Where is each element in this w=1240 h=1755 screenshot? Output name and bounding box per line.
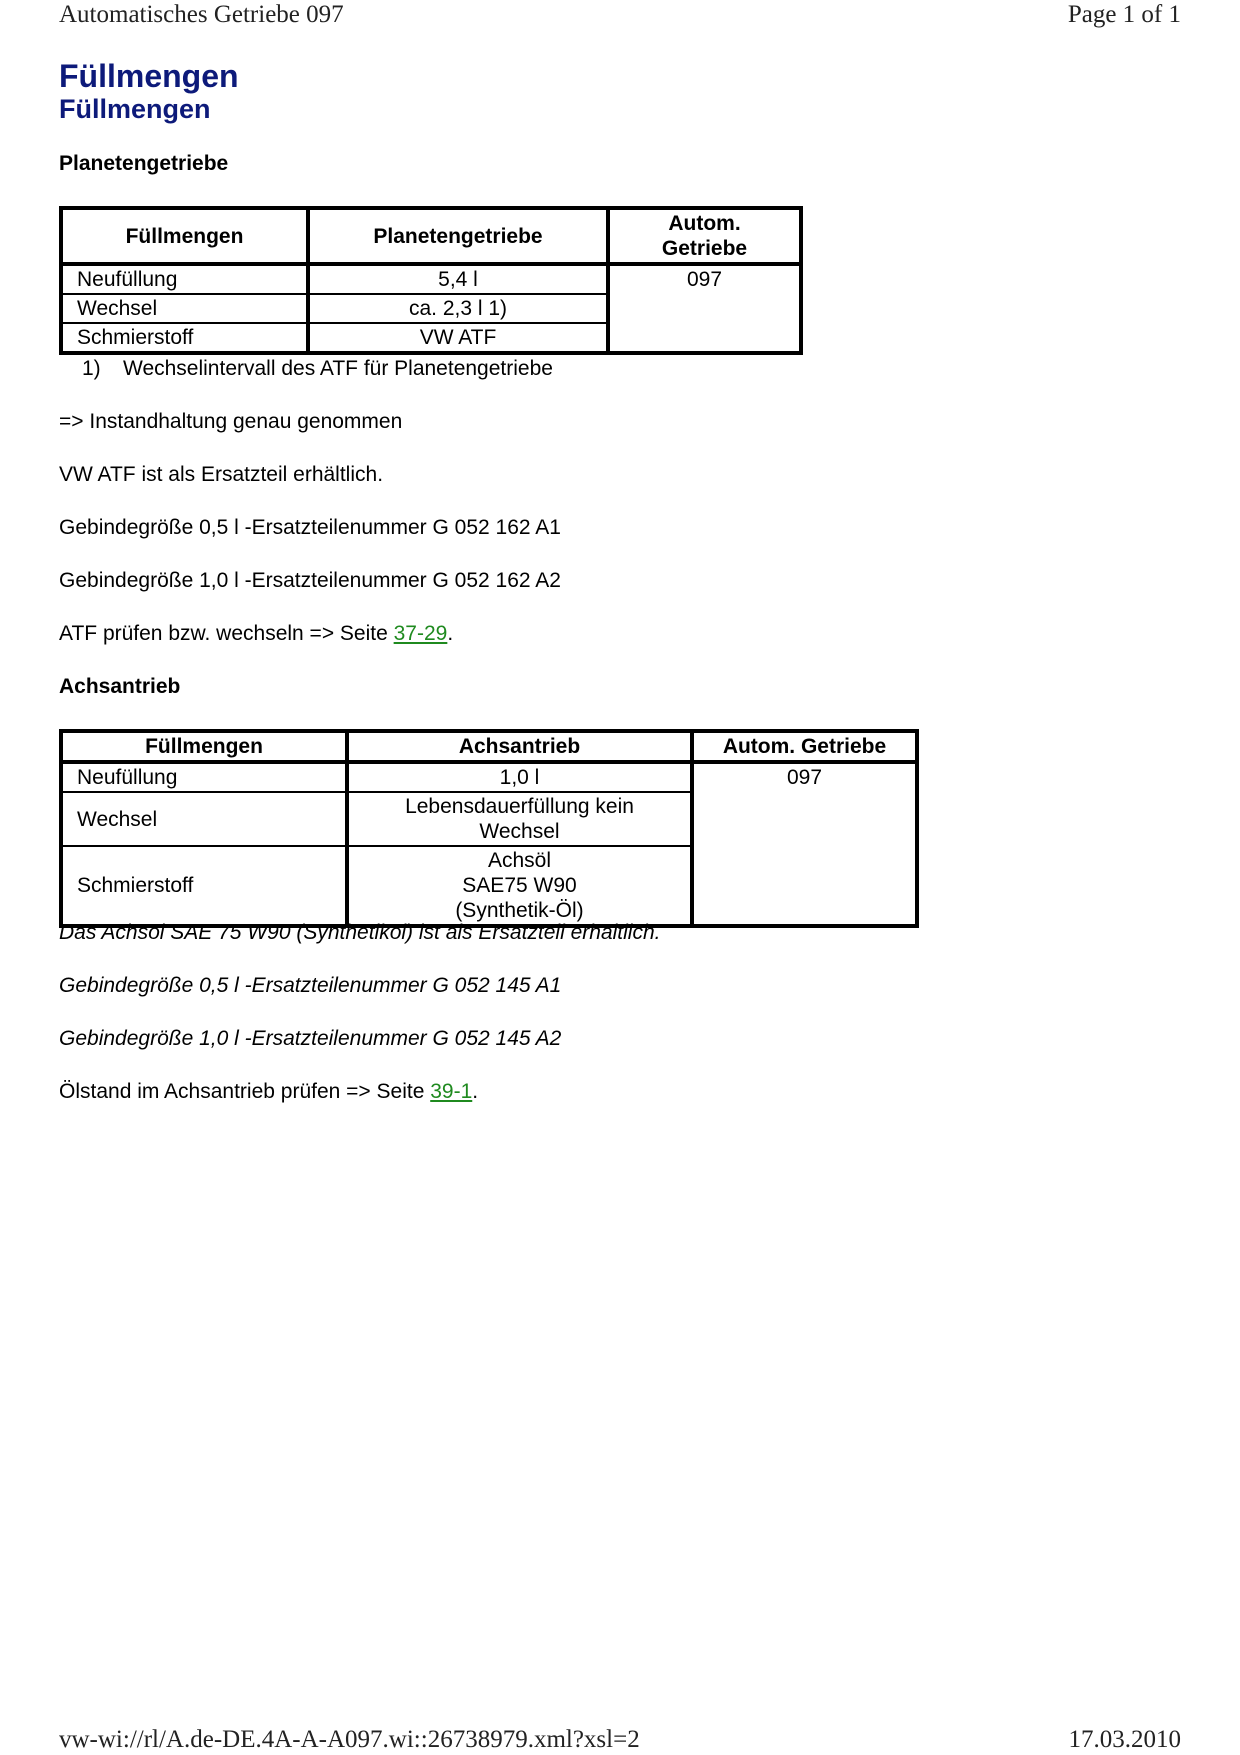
table-cell-value: VW ATF [307, 323, 607, 352]
section-heading-achsantrieb: Achsantrieb [59, 675, 181, 698]
planetengetriebe-table [59, 206, 803, 355]
page-link-37-29[interactable]: 37-29 [393, 622, 448, 645]
table-row [62, 265, 800, 294]
header-title: Automatisches Getriebe 097 [59, 1, 344, 28]
table-cell-getriebe: 097 [691, 763, 916, 925]
page-link-39-1[interactable]: 39-1 [430, 1080, 473, 1103]
table-header-cell: Planetengetriebe [307, 209, 607, 265]
section-heading-planetengetriebe: Planetengetriebe [59, 152, 229, 175]
table-header-cell: Füllmengen [62, 209, 307, 265]
paragraph: Das Achsöl SAE 75 W90 (Synthetiköl) ist als Ersatzteil erhältlich. [59, 921, 661, 944]
footnote-number: 1) [82, 357, 101, 380]
paragraph: Gebindegröße 0,5 l -Ersatzteilenummer G 052 145 A1 [59, 974, 562, 997]
table-cell-value: Lebensdauerfüllung kein Wechsel [346, 792, 691, 846]
paragraph-text: Ölstand im Achsantrieb prüfen => Seite [59, 1080, 431, 1103]
table-cell-value: ca. 2,3 l 1) [307, 294, 607, 323]
paragraph: VW ATF ist als Ersatzteil erhältlich. [59, 463, 384, 486]
paragraph-oil-check [59, 1079, 478, 1105]
paragraph-atf-check [59, 621, 453, 647]
table-cell-value: 1,0 l [346, 763, 691, 792]
table-cell-getriebe: 097 [607, 265, 800, 352]
paragraph-text: . [447, 622, 454, 645]
table-cell-line: (Synthetik-Öl) [455, 899, 584, 922]
footnote-text: Wechselintervall des ATF für Planetengetriebe [123, 357, 553, 380]
table-header-row [62, 732, 916, 763]
page-footer [59, 1725, 1181, 1755]
document-title: Füllmengen [59, 58, 239, 94]
paragraph: Gebindegröße 1,0 l -Ersatzteilenummer G 052 145 A2 [59, 1027, 562, 1050]
footnote [82, 356, 553, 382]
table-header-row [62, 209, 800, 265]
table-header-cell: Autom. Getriebe [607, 209, 800, 265]
paragraph: Gebindegröße 1,0 l -Ersatzteilenummer G 052 162 A2 [59, 569, 561, 592]
table-row [62, 763, 916, 792]
table-cell-value-multiline [346, 846, 691, 925]
paragraph-text: . [472, 1080, 479, 1103]
table-cell-label: Neufüllung [62, 763, 346, 792]
table-cell-label: Wechsel [62, 294, 307, 323]
table-header-cell: Füllmengen [62, 732, 346, 763]
table-cell-label: Wechsel [62, 792, 346, 846]
table-cell-label: Schmierstoff [62, 323, 307, 352]
table-header-cell: Autom. Getriebe [691, 732, 916, 763]
document-subtitle: Füllmengen [59, 94, 211, 124]
table-cell-value: 5,4 l [307, 265, 607, 294]
paragraph-text: ATF prüfen bzw. wechseln => Seite [59, 622, 394, 645]
header-page-number: Page 1 of 1 [1067, 1, 1181, 28]
page-header [59, 0, 1181, 30]
achsantrieb-table [59, 729, 919, 928]
paragraph: => Instandhaltung genau genommen [59, 410, 403, 433]
paragraph: Gebindegröße 0,5 l -Ersatzteilenummer G 052 162 A1 [59, 516, 561, 539]
table-cell-label: Schmierstoff [62, 846, 346, 925]
table-cell-label: Neufüllung [62, 265, 307, 294]
table-header-cell: Achsantrieb [346, 732, 691, 763]
table-cell-line: Achsöl [487, 849, 552, 872]
table-cell-line: SAE75 W90 [462, 874, 577, 897]
footer-date: 17.03.2010 [1068, 1726, 1181, 1753]
footer-url: vw-wi://rl/A.de-DE.4A-A-A097.wi::26738979.xml?xsl=2 [59, 1726, 640, 1753]
